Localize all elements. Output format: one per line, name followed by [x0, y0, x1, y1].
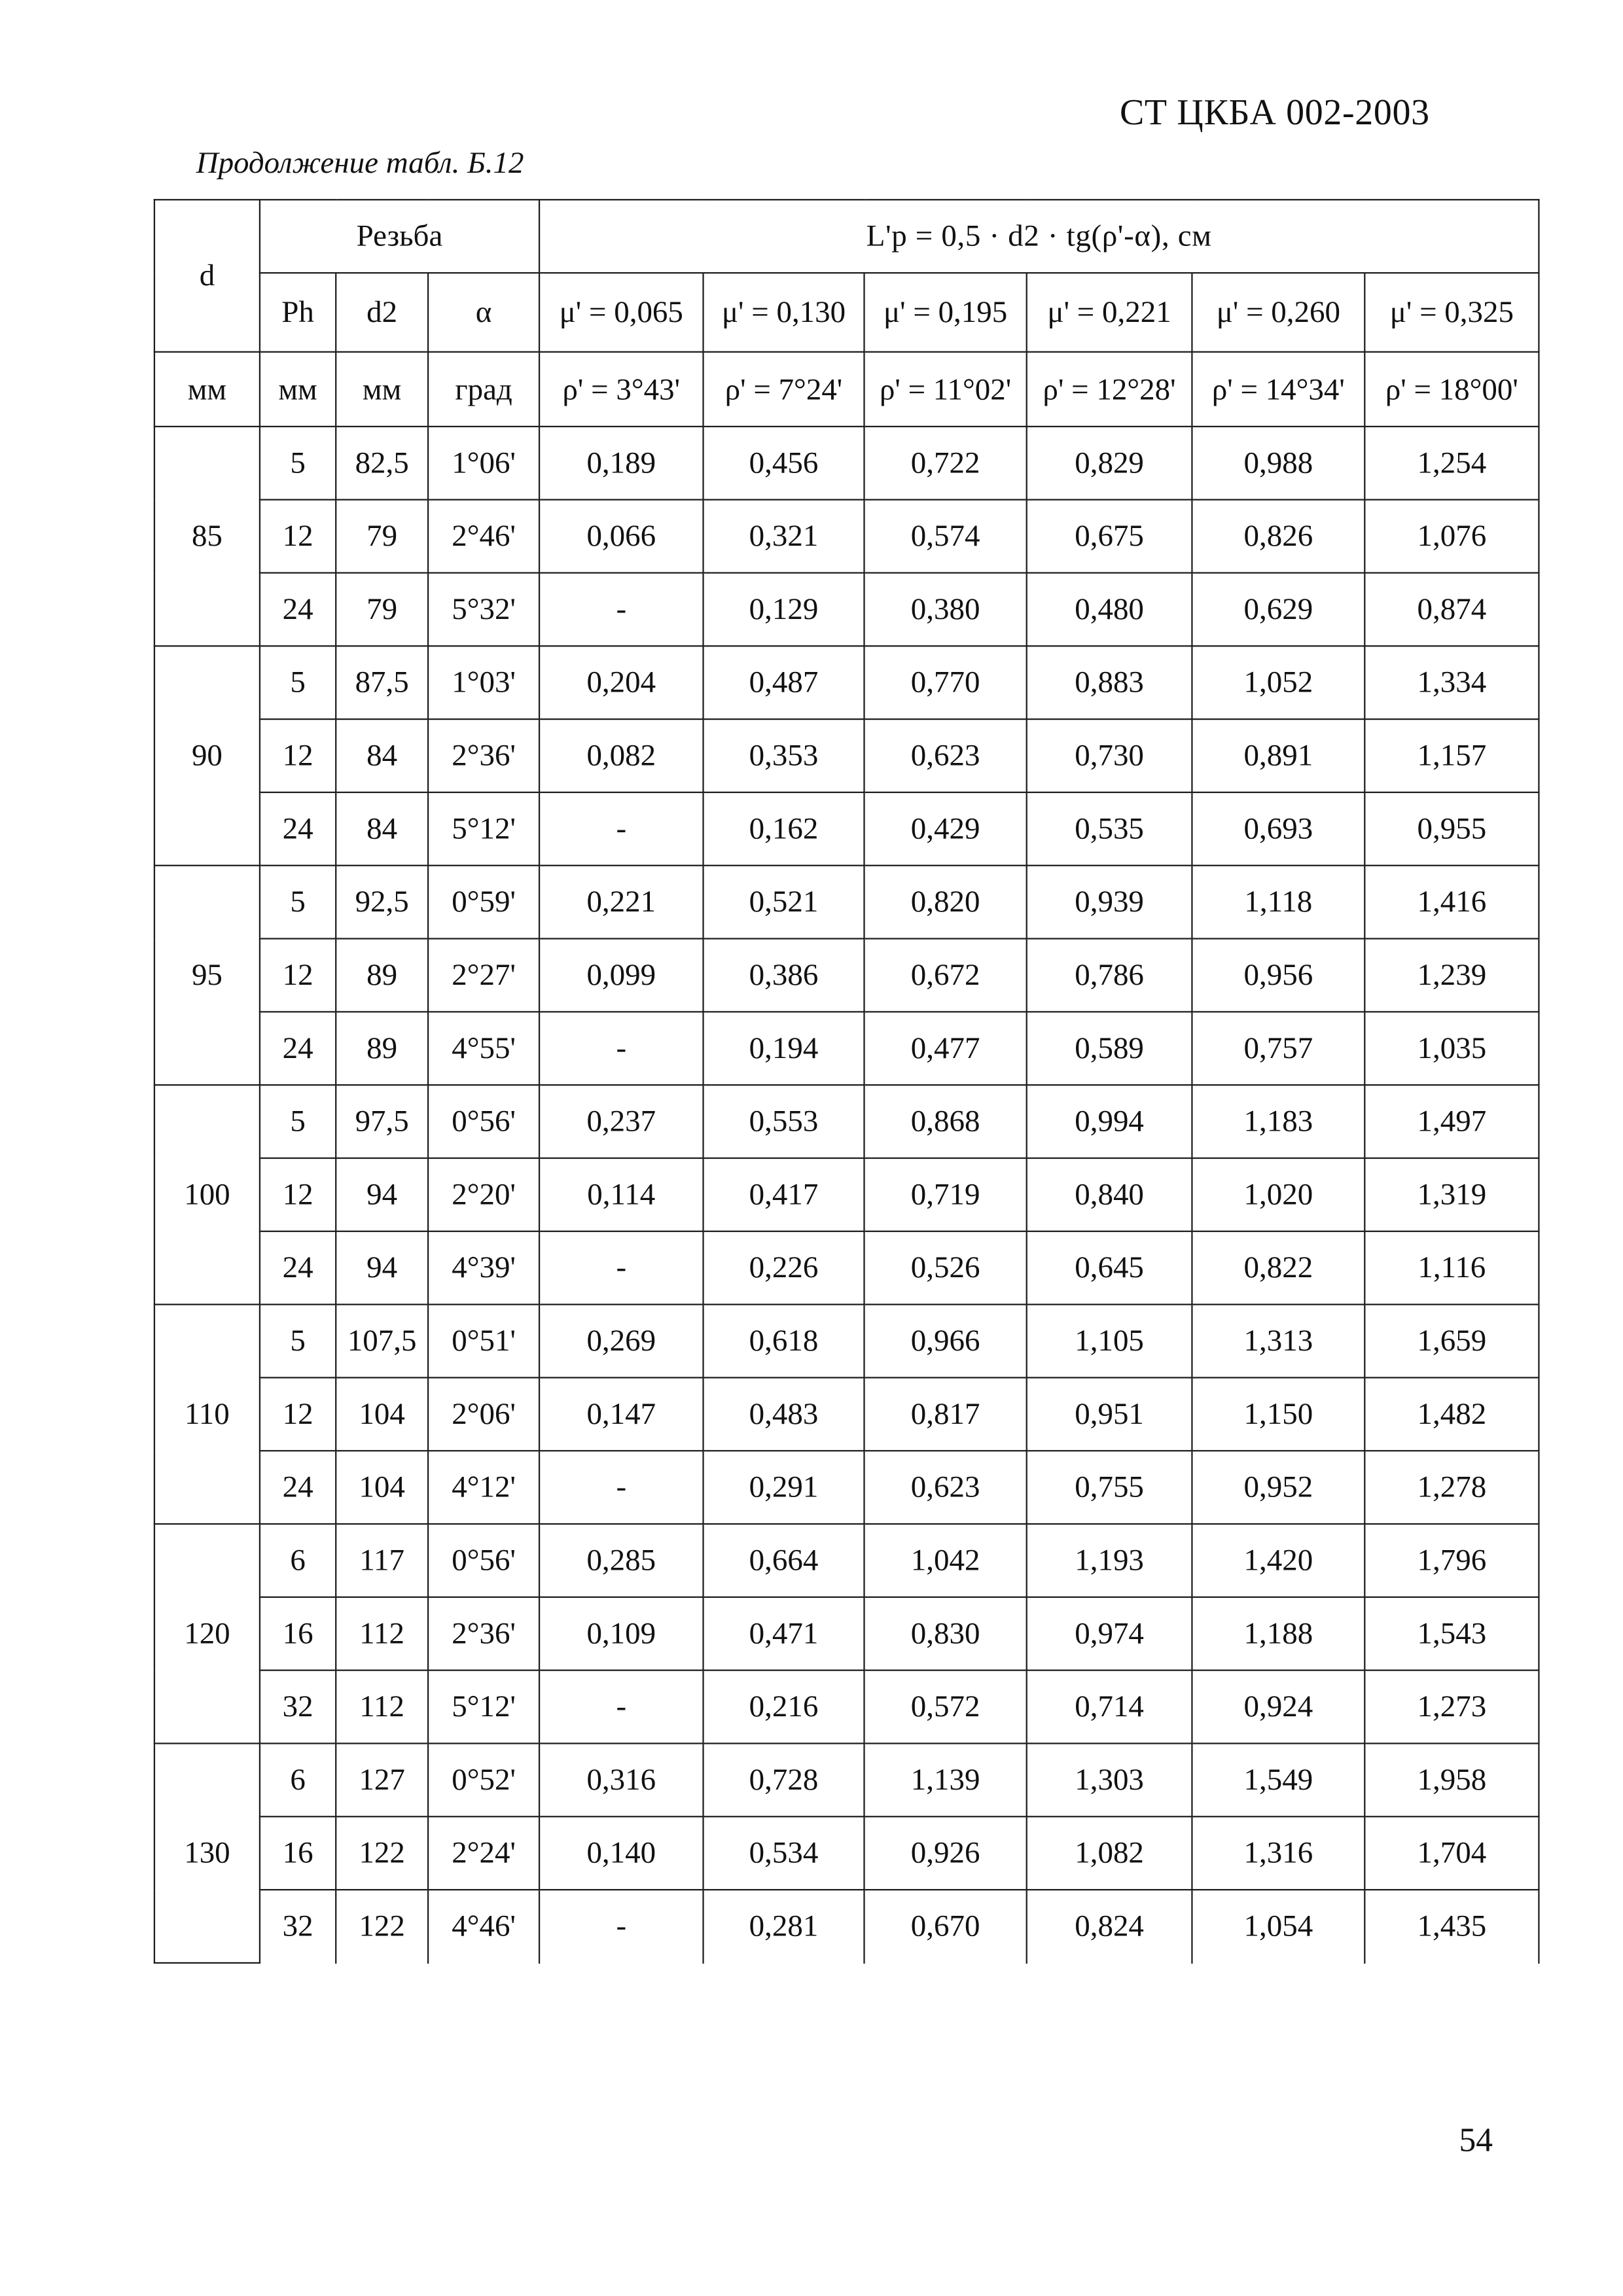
- header-mu: μ' = 0,221: [1027, 273, 1192, 352]
- header-d2: d2: [336, 273, 428, 352]
- table-cell: 12: [260, 1377, 336, 1451]
- table-cell: 0,534: [704, 1816, 865, 1890]
- table-cell: 2°36': [428, 1597, 539, 1670]
- table-cell: 0,956: [1192, 939, 1364, 1012]
- formula-text: L'p = 0,5 · d2 · tg(ρ'-α), см: [866, 218, 1212, 253]
- table-cell: 0,730: [1027, 719, 1192, 792]
- table-cell: 5: [260, 646, 336, 719]
- table-cell: -: [539, 1670, 703, 1744]
- table-row: [154, 1743, 1539, 1816]
- table-row: [154, 939, 1539, 1012]
- table-cell: 0,572: [865, 1670, 1027, 1744]
- table-cell: 0°52': [428, 1743, 539, 1816]
- table-cell: 94: [336, 1231, 428, 1305]
- table-cell: 12: [260, 719, 336, 792]
- table-cell: 0,066: [539, 500, 703, 573]
- table-cell: 0,719: [865, 1158, 1027, 1231]
- table-cell: 0,281: [704, 1890, 865, 1963]
- table-cell: 1,054: [1192, 1890, 1364, 1963]
- table-cell: 16: [260, 1816, 336, 1890]
- table-row: [154, 1305, 1539, 1378]
- table-cell: 0,221: [539, 866, 703, 939]
- table-cell: 122: [336, 1816, 428, 1890]
- header-rho: ρ' = 11°02': [865, 352, 1027, 427]
- header-ph: Ph: [260, 273, 336, 352]
- table-cell: 0°56': [428, 1085, 539, 1158]
- header-rho: ρ' = 7°24': [704, 352, 865, 427]
- table-cell: 84: [336, 719, 428, 792]
- table-cell: -: [539, 1890, 703, 1963]
- table-cell: 0,189: [539, 427, 703, 500]
- table-cell: 1,105: [1027, 1305, 1192, 1378]
- table-cell: 1,416: [1364, 866, 1539, 939]
- table-cell: 1,150: [1192, 1377, 1364, 1451]
- table-row: [154, 866, 1539, 939]
- table-cell: 1,035: [1364, 1012, 1539, 1085]
- table-row: [154, 719, 1539, 792]
- table-cell: 104: [336, 1377, 428, 1451]
- table-row: [154, 1158, 1539, 1231]
- table-cell: 104: [336, 1451, 428, 1524]
- table-cell: 107,5: [336, 1305, 428, 1378]
- table-cell: 0,820: [865, 866, 1027, 939]
- table-cell: 5: [260, 427, 336, 500]
- table-cell: 1,313: [1192, 1305, 1364, 1378]
- table-cell: 0,939: [1027, 866, 1192, 939]
- table-cell: 0,966: [865, 1305, 1027, 1378]
- table-cell: 1,116: [1364, 1231, 1539, 1305]
- table-cell: 0,826: [1192, 500, 1364, 573]
- table-cell: 0,629: [1192, 573, 1364, 646]
- table-row: [154, 1816, 1539, 1890]
- table-cell: -: [539, 1012, 703, 1085]
- group-d-cell: 95: [154, 866, 260, 1085]
- table-cell: 0,477: [865, 1012, 1027, 1085]
- table-cell: 1,118: [1192, 866, 1364, 939]
- table-cell: 1,076: [1364, 500, 1539, 573]
- table-cell: 84: [336, 792, 428, 866]
- table-cell: 4°12': [428, 1451, 539, 1524]
- table-cell: 1,549: [1192, 1743, 1364, 1816]
- table-cell: 0,129: [704, 573, 865, 646]
- table-cell: 0,162: [704, 792, 865, 866]
- table-cell: 1,082: [1027, 1816, 1192, 1890]
- table-cell: 0,829: [1027, 427, 1192, 500]
- table-cell: 0,353: [704, 719, 865, 792]
- header-thread-group: Резьба: [260, 200, 539, 273]
- table-cell: 0,380: [865, 573, 1027, 646]
- table-cell: 0,728: [704, 1743, 865, 1816]
- table-cell: 1,796: [1364, 1524, 1539, 1597]
- table-cell: 0,535: [1027, 792, 1192, 866]
- table-cell: 0,204: [539, 646, 703, 719]
- table-cell: 82,5: [336, 427, 428, 500]
- table-cell: 1,303: [1027, 1743, 1192, 1816]
- header-alpha: α: [428, 273, 539, 352]
- table-row: [154, 500, 1539, 573]
- table-cell: 2°24': [428, 1816, 539, 1890]
- table-cell: 1,278: [1364, 1451, 1539, 1524]
- table-cell: 0,817: [865, 1377, 1027, 1451]
- table-cell: 112: [336, 1597, 428, 1670]
- table-cell: 1°06': [428, 427, 539, 500]
- table-cell: 1,958: [1364, 1743, 1539, 1816]
- table-body: [154, 427, 1539, 1963]
- table-cell: -: [539, 573, 703, 646]
- table-cell: 2°36': [428, 719, 539, 792]
- table-cell: 0,321: [704, 500, 865, 573]
- table-cell: 32: [260, 1670, 336, 1744]
- group-d-cell: 120: [154, 1524, 260, 1743]
- table-cell: 0,386: [704, 939, 865, 1012]
- table-cell: 1,659: [1364, 1305, 1539, 1378]
- table-cell: 79: [336, 573, 428, 646]
- table-row: [154, 792, 1539, 866]
- table-cell: 5: [260, 1085, 336, 1158]
- table-cell: 6: [260, 1743, 336, 1816]
- table-cell: 1,319: [1364, 1158, 1539, 1231]
- unit-cell: град: [428, 352, 539, 427]
- table-cell: 4°55': [428, 1012, 539, 1085]
- unit-cell: мм: [260, 352, 336, 427]
- table-cell: 0,868: [865, 1085, 1027, 1158]
- header-mu: μ' = 0,065: [539, 273, 703, 352]
- table-cell: 0,483: [704, 1377, 865, 1451]
- group-d-cell: 90: [154, 646, 260, 865]
- table-cell: 0,926: [865, 1816, 1027, 1890]
- table-row: [154, 1377, 1539, 1451]
- table-cell: 1,188: [1192, 1597, 1364, 1670]
- table-cell: 1,193: [1027, 1524, 1192, 1597]
- table-cell: 24: [260, 573, 336, 646]
- table-cell: 12: [260, 1158, 336, 1231]
- table-cell: 1,543: [1364, 1597, 1539, 1670]
- table-cell: 122: [336, 1890, 428, 1963]
- table-cell: 0,471: [704, 1597, 865, 1670]
- data-table: [154, 199, 1540, 1964]
- table-cell: 1,157: [1364, 719, 1539, 792]
- table-cell: 1,183: [1192, 1085, 1364, 1158]
- table-cell: 2°46': [428, 500, 539, 573]
- table-cell: 24: [260, 792, 336, 866]
- table-cell: 1°03': [428, 646, 539, 719]
- table-cell: 0,589: [1027, 1012, 1192, 1085]
- table-row: [154, 1597, 1539, 1670]
- table-cell: 0,147: [539, 1377, 703, 1451]
- table-cell: 12: [260, 939, 336, 1012]
- table-cell: 0,757: [1192, 1012, 1364, 1085]
- table-row: [154, 427, 1539, 500]
- table-cell: 5°12': [428, 1670, 539, 1744]
- table-cell: 1,420: [1192, 1524, 1364, 1597]
- unit-cell: мм: [336, 352, 428, 427]
- table-caption: Продолжение табл. Б.12: [196, 145, 524, 181]
- table-cell: 0,645: [1027, 1231, 1192, 1305]
- header-rho: ρ' = 18°00': [1364, 352, 1539, 427]
- page-number: 54: [1459, 2121, 1493, 2159]
- header-mu: μ' = 0,130: [704, 273, 865, 352]
- group-d-cell: 85: [154, 427, 260, 646]
- table-row: [154, 1231, 1539, 1305]
- table-cell: 0,526: [865, 1231, 1027, 1305]
- table-cell: 5: [260, 1305, 336, 1378]
- table-cell: 6: [260, 1524, 336, 1597]
- table-cell: 5°12': [428, 792, 539, 866]
- table-cell: 0,952: [1192, 1451, 1364, 1524]
- document-code: СТ ЦКБА 002-2003: [1119, 94, 1430, 133]
- group-d-cell: 110: [154, 1305, 260, 1524]
- table-cell: 0,291: [704, 1451, 865, 1524]
- header-mu: μ' = 0,325: [1364, 273, 1539, 352]
- table-cell: 0,951: [1027, 1377, 1192, 1451]
- table-cell: 0,883: [1027, 646, 1192, 719]
- table-cell: 89: [336, 1012, 428, 1085]
- table-cell: 89: [336, 939, 428, 1012]
- table-cell: -: [539, 792, 703, 866]
- table-cell: 1,482: [1364, 1377, 1539, 1451]
- table-cell: 1,254: [1364, 427, 1539, 500]
- table-cell: 0,480: [1027, 573, 1192, 646]
- table-cell: 0,487: [704, 646, 865, 719]
- table-cell: 0,623: [865, 719, 1027, 792]
- table-cell: 0,714: [1027, 1670, 1192, 1744]
- table-cell: 0,316: [539, 1743, 703, 1816]
- table-cell: 1,497: [1364, 1085, 1539, 1158]
- table-cell: 0,114: [539, 1158, 703, 1231]
- table-cell: 0,974: [1027, 1597, 1192, 1670]
- table-cell: 0,840: [1027, 1158, 1192, 1231]
- table-cell: 0,664: [704, 1524, 865, 1597]
- table-cell: 1,316: [1192, 1816, 1364, 1890]
- table-cell: 0,830: [865, 1597, 1027, 1670]
- table-cell: 0,693: [1192, 792, 1364, 866]
- table-cell: 0,269: [539, 1305, 703, 1378]
- table-cell: 87,5: [336, 646, 428, 719]
- table-cell: 24: [260, 1012, 336, 1085]
- table-cell: 0,417: [704, 1158, 865, 1231]
- table-cell: 0,755: [1027, 1451, 1192, 1524]
- table-cell: 0,786: [1027, 939, 1192, 1012]
- table-cell: 0,082: [539, 719, 703, 792]
- table-cell: 0,521: [704, 866, 865, 939]
- header-formula: [539, 200, 1539, 273]
- table-row: [154, 573, 1539, 646]
- table-cell: 0,109: [539, 1597, 703, 1670]
- table-cell: 0,955: [1364, 792, 1539, 866]
- table-cell: 79: [336, 500, 428, 573]
- table-cell: 0°51': [428, 1305, 539, 1378]
- table-cell: 1,052: [1192, 646, 1364, 719]
- table-cell: 1,239: [1364, 939, 1539, 1012]
- unit-cell: мм: [154, 352, 260, 427]
- table-cell: 0,994: [1027, 1085, 1192, 1158]
- table-row: [154, 1670, 1539, 1744]
- table-cell: 117: [336, 1524, 428, 1597]
- table-cell: 2°06': [428, 1377, 539, 1451]
- table-cell: 0,988: [1192, 427, 1364, 500]
- table-cell: 0,226: [704, 1231, 865, 1305]
- table-cell: 0,429: [865, 792, 1027, 866]
- table-cell: 127: [336, 1743, 428, 1816]
- table-cell: 0,285: [539, 1524, 703, 1597]
- header-mu: μ' = 0,195: [865, 273, 1027, 352]
- table-cell: 0,770: [865, 646, 1027, 719]
- table-cell: 4°46': [428, 1890, 539, 1963]
- table-row: [154, 1451, 1539, 1524]
- table-cell: 1,704: [1364, 1816, 1539, 1890]
- table-cell: 94: [336, 1158, 428, 1231]
- table-row: [154, 1012, 1539, 1085]
- table-cell: 0,456: [704, 427, 865, 500]
- table-cell: 0,237: [539, 1085, 703, 1158]
- table-cell: 0,216: [704, 1670, 865, 1744]
- table-cell: 1,042: [865, 1524, 1027, 1597]
- table-cell: 0,891: [1192, 719, 1364, 792]
- table-cell: 5: [260, 866, 336, 939]
- table-row: [154, 1524, 1539, 1597]
- table-cell: 16: [260, 1597, 336, 1670]
- header-rho: ρ' = 12°28': [1027, 352, 1192, 427]
- table-cell: 0,722: [865, 427, 1027, 500]
- header-mu: μ' = 0,260: [1192, 273, 1364, 352]
- table-cell: 0,822: [1192, 1231, 1364, 1305]
- table-cell: 32: [260, 1890, 336, 1963]
- table-cell: 0,099: [539, 939, 703, 1012]
- table-cell: 0,553: [704, 1085, 865, 1158]
- table-cell: 112: [336, 1670, 428, 1744]
- group-d-cell: 130: [154, 1743, 260, 1962]
- table-cell: 97,5: [336, 1085, 428, 1158]
- table-row: [154, 646, 1539, 719]
- table-cell: 24: [260, 1231, 336, 1305]
- table-cell: 5°32': [428, 573, 539, 646]
- table-cell: 1,334: [1364, 646, 1539, 719]
- table-cell: 0,618: [704, 1305, 865, 1378]
- table-cell: 1,273: [1364, 1670, 1539, 1744]
- table-cell: 4°39': [428, 1231, 539, 1305]
- table-row: [154, 1085, 1539, 1158]
- header-rho: ρ' = 3°43': [539, 352, 703, 427]
- table-cell: 24: [260, 1451, 336, 1524]
- header-rho: ρ' = 14°34': [1192, 352, 1364, 427]
- table-cell: 0,874: [1364, 573, 1539, 646]
- table-cell: 0°56': [428, 1524, 539, 1597]
- table-row: [154, 1890, 1539, 1963]
- header-d: d: [154, 200, 260, 352]
- table-cell: 0,824: [1027, 1890, 1192, 1963]
- table-cell: 1,435: [1364, 1890, 1539, 1963]
- table-cell: 0,574: [865, 500, 1027, 573]
- table-cell: 0,924: [1192, 1670, 1364, 1744]
- table-cell: 0,672: [865, 939, 1027, 1012]
- table-cell: 1,139: [865, 1743, 1027, 1816]
- table-cell: 0°59': [428, 866, 539, 939]
- table-cell: 92,5: [336, 866, 428, 939]
- table-cell: 0,675: [1027, 500, 1192, 573]
- table-cell: 2°20': [428, 1158, 539, 1231]
- group-d-cell: 100: [154, 1085, 260, 1304]
- table-cell: 2°27': [428, 939, 539, 1012]
- table-cell: 12: [260, 500, 336, 573]
- table-cell: 0,194: [704, 1012, 865, 1085]
- table-cell: -: [539, 1451, 703, 1524]
- table-cell: 1,020: [1192, 1158, 1364, 1231]
- table-cell: 0,140: [539, 1816, 703, 1890]
- table-cell: 0,623: [865, 1451, 1027, 1524]
- table-cell: 0,670: [865, 1890, 1027, 1963]
- table-cell: -: [539, 1231, 703, 1305]
